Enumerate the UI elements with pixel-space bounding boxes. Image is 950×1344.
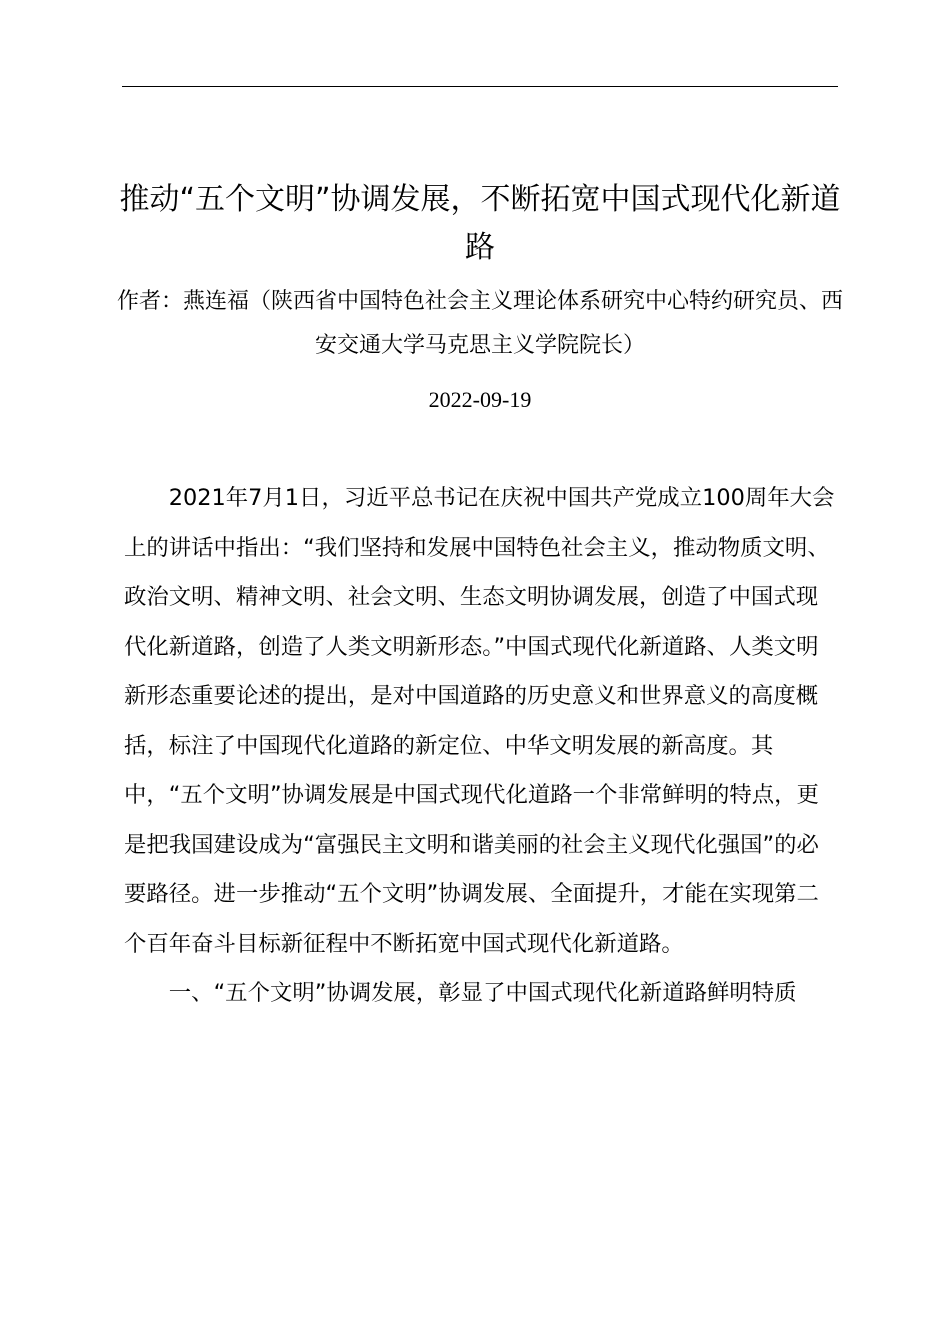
header-rule [122,86,838,87]
article-title: 推动“五个文明”协调发展，不断拓宽中国式现代化新道路 [119,182,841,265]
section-heading: 一、“五个文明”协调发展，彰显了中国式现代化新道路鲜明特质 [168,980,797,1006]
body-paragraph: 2021年7月1日，习近平总书记在庆祝中国共产党成立100周年大会上的讲话中指出：“我们坚持和发展中国特色社会主义，推动物质文明、政治文明、精神文明、社会文明、生态文明协调发展，创造了中国式现代化新道路，创造了人类文明新形态。”中国式现代化新道路、人类文明新形态重要论述的提出，是对中国道路的历史意义和世界意义的高度概括，标注了中国现代化道路的新定位、中华文明发展的新高度。其中，“五个文明”协调发展是中国式现代化道路一个非常鲜明的特点，更是把我国建设成为“富强民主文明和谐美丽的社会主义现代化强国”的必要路径。进一步推动“五个文明”协调发展、全面提升，才能在实现第二个百年奋斗目标新征程中不断拓宽中国式现代化新道路。 [124,485,835,957]
author-line: 作者：燕连福（陕西省中国特色社会主义理论体系研究中心特约研究员、西安交通大学马克思主义学院院长） [116,289,843,358]
article-body [124,474,840,1019]
publish-date: 2022-09-19 [428,387,532,412]
